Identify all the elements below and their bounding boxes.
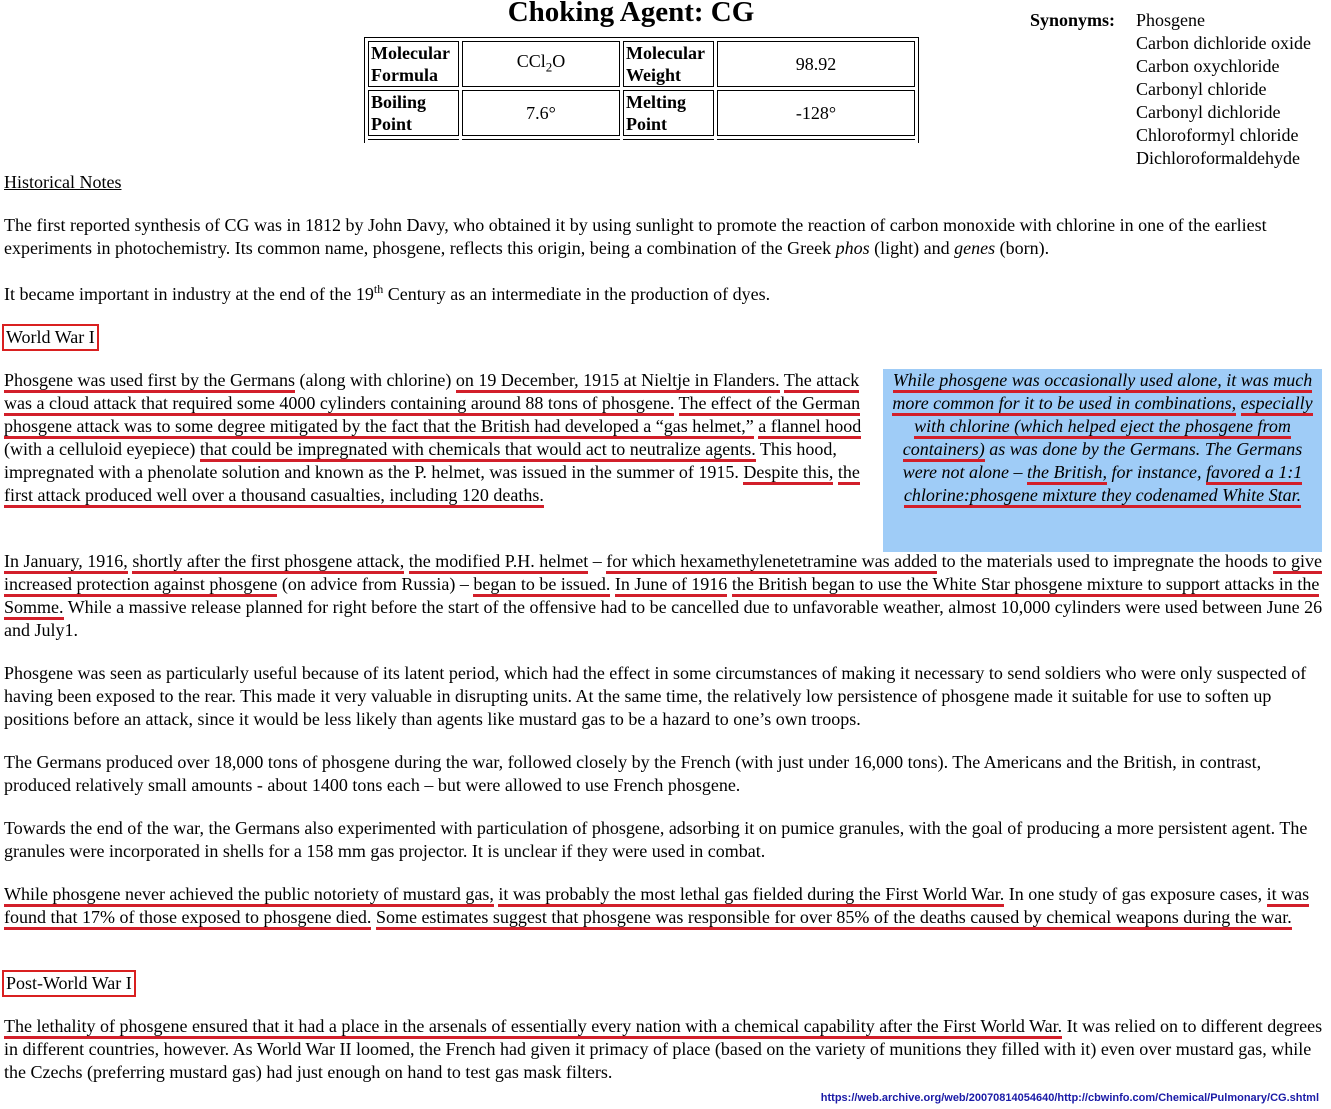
post-ww1-heading: Post-World War I (6, 973, 132, 993)
melting-point-label: Melting Point (623, 90, 714, 136)
melting-point-value: -128° (717, 90, 915, 136)
table-stub-cell (717, 139, 915, 140)
synonym-item: Carbon dichloride oxide (1136, 33, 1311, 53)
boiling-point-label: Boiling Point (368, 90, 459, 136)
synonym-item: Dichloroformaldehyde (1136, 148, 1300, 168)
synonym-item: Carbonyl chloride (1136, 79, 1267, 99)
source-url-link[interactable]: https://web.archive.org/web/20070814054640/http://cbwinfo.com/Chemical/Pulmonary/CG.shtml (820, 1092, 1319, 1104)
post-ww1-paragraph-1: The lethality of phosgene ensured that it had a place in the arsenals of essentially every nation with a chemical capability after the First World War. It was relied on to different degrees in different countries, however. As World War II loomed, the French had given it primacy of place (based on the variety of munitions they filled with it) even over mustard gas, while the Czechs (preferring mustard gas) had just enough on hand to test gas mask filters. (4, 1016, 1323, 1082)
ww1-paragraph-3: Phosgene was seen as particularly useful because of its latent period, which had the effect in some circumstances of making it necessary to send soldiers who were only suspected of having been exposed to the rear. This made it very valuable in disrupting units. At the same time, the relatively low persistence of phosgene made it suitable for use to soften up positions before an attack, since it would be less likely than agents like mustard gas to be a hazard to one’s own troops. (4, 663, 1307, 729)
page-title: Choking Agent: CG (507, 0, 755, 28)
sidebar-text: While phosgene was occasionally used alone, it was much more common for it to be used in combinations, especially with chlorine (which helped eject the phosgene from containers) as was done by the Germans. The Germans were not alone – the British, for instance, favored a 1:1 chlorine:phosgene mixture they codenamed White Star. (891, 369, 1314, 507)
molecular-weight-label: Molecular Weight (623, 41, 714, 87)
ww1-paragraph-1: Phosgene was used first by the Germans (along with chlorine) on 19 December, 1915 at Nieltje in Flanders. The attack was a cloud attack that required some 4000 cylinders containing around 88 tons of phosgene. The effect of the German phosgene attack was to some degree mitigated by the fact that the British had developed a “gas helmet,” a flannel hood (with a celluloid eyepiece) that could be impregnated with chemicals that would act to neutralize agents. This hood, impregnated with a phenolate solution and known as the P. helmet, was issued in the summer of 1915. Despite this, the first attack produced well over a thousand casualties, including 120 deaths. (4, 369, 872, 507)
synonym-item: Carbon oxychloride (1136, 56, 1280, 76)
molecular-formula-value: CCl$_2$O (462, 41, 620, 87)
ww1-paragraph-2: In January, 1916, shortly after the first phosgene attack, the modified P.H. helmet – for which hexamethylenetetramine was added to the materials used to impregnate the hoods to give increased protection against phosgene (on advice from Russia) – began to be issued. In June of 1916 the British began to use the White Star phosgene mixture to support attacks in the Somme. While a massive release planned for right before the start of the offensive had to be cancelled due to unfavorable weather, almost 10,000 cylinders were used between June 26 and July1. (4, 551, 1323, 640)
sidebar-note (883, 369, 1322, 552)
ww1-paragraph-5: Towards the end of the war, the Germans also experimented with particulation of phosgene, adsorbing it on pumice granules, with the goal of producing a more persistent agent. The granules were incorporated in shells for a 158 mm gas projector. It is unclear if they were used in combat. (4, 818, 1308, 861)
boiling-point-value: 7.6° (462, 90, 620, 136)
historical-notes-heading: Historical Notes (4, 172, 122, 192)
table-stub-cell (623, 139, 714, 140)
ww1-paragraph-6: While phosgene never achieved the public notoriety of mustard gas, it was probably the most lethal gas fielded during the First World War. In one study of gas exposure cases, it was found that 17% of those exposed to phosgene died. Some estimates suggest that phosgene was responsible for over 85% of the deaths caused by chemical weapons during the war. (4, 883, 1330, 929)
historical-paragraph-2: It became important in industry at the end of the 19th Century as an intermediate in the production of dyes. (4, 282, 771, 304)
synonyms-label: Synonyms: (1030, 10, 1116, 30)
synonyms-list (1136, 9, 1311, 170)
properties-table (364, 37, 919, 143)
table-stub-cell (462, 139, 620, 140)
historical-paragraph-1: The first reported synthesis of CG was in 1812 by John Davy, who obtained it by using sunlight to promote the reaction of carbon monoxide with chlorine in one of the earliest experiments in photochemistry. Its common name, phosgene, reflects this origin, being a combination of the Greek phos (light) and genes (born). (4, 215, 1267, 258)
molecular-weight-value: 98.92 (717, 41, 915, 87)
ww1-paragraph-4: The Germans produced over 18,000 tons of phosgene during the war, followed closely by the French (with just under 16,000 tons). The Americans and the British, in contrast, produced relatively small amounts - about 1400 tons each – but were allowed to use French phosgene. (4, 752, 1262, 795)
synonym-item: Carbonyl dichloride (1136, 102, 1281, 122)
synonym-item: Phosgene (1136, 10, 1205, 30)
molecular-formula-label: Molecular Formula (368, 41, 459, 87)
ww1-heading: World War I (6, 327, 95, 347)
table-stub-cell (368, 139, 459, 140)
synonym-item: Chloroformyl chloride (1136, 125, 1299, 145)
